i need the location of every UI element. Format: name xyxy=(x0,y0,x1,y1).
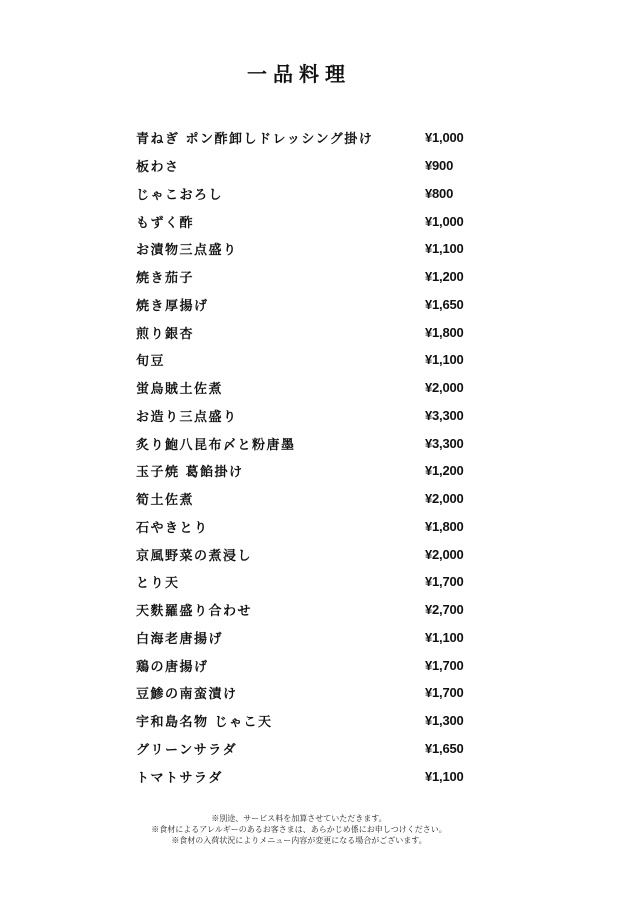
menu-item-price: ¥1,800 xyxy=(425,518,464,534)
menu-item xyxy=(136,624,476,652)
service-charge-note: ※別途、サービス料を加算させていただきます。 xyxy=(211,814,387,823)
menu-item-name: 板わさ xyxy=(136,160,180,176)
menu-item xyxy=(136,318,476,346)
menu-item xyxy=(136,263,476,291)
menu-item-price: ¥1,700 xyxy=(425,657,464,673)
menu-item-name: もずく酢 xyxy=(136,215,195,231)
menu-item-price: ¥1,700 xyxy=(425,574,464,590)
menu-item-name: 天麩羅盛り合わせ xyxy=(136,604,253,620)
menu-item xyxy=(136,596,476,624)
menu-item-name: 宇和島名物 じゃこ天 xyxy=(136,715,273,731)
menu-item xyxy=(136,457,476,485)
menu-item xyxy=(136,346,476,374)
menu-item xyxy=(136,374,476,402)
menu-item-name: お漬物三点盛り xyxy=(136,243,238,259)
menu-item xyxy=(136,540,476,568)
menu-item-price: ¥1,650 xyxy=(425,296,464,312)
menu-item-price: ¥1,100 xyxy=(425,629,464,645)
menu-item-name: トマトサラダ xyxy=(136,770,223,786)
menu-item-name: 玉子焼 葛餡掛け xyxy=(136,465,244,481)
menu-item xyxy=(136,291,476,319)
menu-item-price: ¥2,700 xyxy=(425,602,464,618)
menu-item-price: ¥1,300 xyxy=(425,713,464,729)
menu-item-name: 白海老唐揚げ xyxy=(136,631,224,647)
menu-item xyxy=(136,402,476,430)
menu-item-price: ¥2,000 xyxy=(425,380,464,396)
menu-item-price: ¥1,800 xyxy=(425,324,464,340)
menu-title: 一品料理 xyxy=(247,62,351,86)
menu-item xyxy=(136,762,476,790)
menu-item-price: ¥2,000 xyxy=(425,546,464,562)
menu-item xyxy=(136,180,476,208)
menu-item-price: ¥3,300 xyxy=(425,407,464,423)
menu-item-name: 旬豆 xyxy=(136,354,166,370)
menu-item xyxy=(136,429,476,457)
menu-item-name: 京風野菜の煮浸し xyxy=(136,548,253,564)
menu-item-price: ¥1,700 xyxy=(425,685,464,701)
menu-item-price: ¥1,650 xyxy=(425,740,464,756)
menu-item-name: 焼き茄子 xyxy=(136,271,195,287)
menu-item-price: ¥1,000 xyxy=(425,213,464,229)
menu-item-price: ¥1,100 xyxy=(425,768,464,784)
menu-item xyxy=(136,124,476,152)
menu-item-price: ¥3,300 xyxy=(425,435,464,451)
menu-list xyxy=(136,124,476,790)
menu-item-name: 青ねぎ ポン酢卸しドレッシング掛け xyxy=(136,132,374,148)
menu-item-name: 焼き厚揚げ xyxy=(136,298,209,314)
menu-item-price: ¥900 xyxy=(425,158,454,174)
menu-item-name: 石やきとり xyxy=(136,520,209,536)
menu-item xyxy=(136,152,476,180)
menu-item xyxy=(136,651,476,679)
menu-item xyxy=(136,235,476,263)
footer-notes xyxy=(0,813,598,846)
menu-item-name: 筍土佐煮 xyxy=(136,493,195,509)
menu-item-name: 煎り銀杏 xyxy=(136,326,195,342)
menu-item-price: ¥1,200 xyxy=(425,463,464,479)
menu-item-name: 蛍烏賊土佐煮 xyxy=(136,382,224,398)
menu-item-price: ¥1,100 xyxy=(425,352,464,368)
menu-item-price: ¥800 xyxy=(425,185,454,201)
menu-item-name: 豆鯵の南蛮漬け xyxy=(136,687,238,703)
menu-item-name: お造り三点盛り xyxy=(136,409,238,425)
menu-item-price: ¥1,100 xyxy=(425,241,464,257)
menu-item-price: ¥1,000 xyxy=(425,130,464,146)
menu-item-name: 鶏の唐揚げ xyxy=(136,659,209,675)
menu-item xyxy=(136,568,476,596)
menu-item xyxy=(136,513,476,541)
menu-item xyxy=(136,707,476,735)
menu-item-name: グリーンサラダ xyxy=(136,742,238,758)
menu-item-price: ¥1,200 xyxy=(425,269,464,285)
menu-item-price: ¥2,000 xyxy=(425,491,464,507)
menu-item-name: 炙り鮑八昆布〆と粉唐墨 xyxy=(136,437,296,453)
menu-item xyxy=(136,207,476,235)
menu-item-name: とり天 xyxy=(136,576,180,592)
menu-item xyxy=(136,735,476,763)
availability-note: ※食材の入荷状況によりメニュー内容が変更になる場合がございます。 xyxy=(171,836,427,845)
allergy-note: ※食材によるアレルギーのあるお客さまは、あらかじめ係にお申しつけください。 xyxy=(151,825,447,834)
menu-item-name: じゃこおろし xyxy=(136,187,224,203)
menu-item xyxy=(136,679,476,707)
menu-item xyxy=(136,485,476,513)
